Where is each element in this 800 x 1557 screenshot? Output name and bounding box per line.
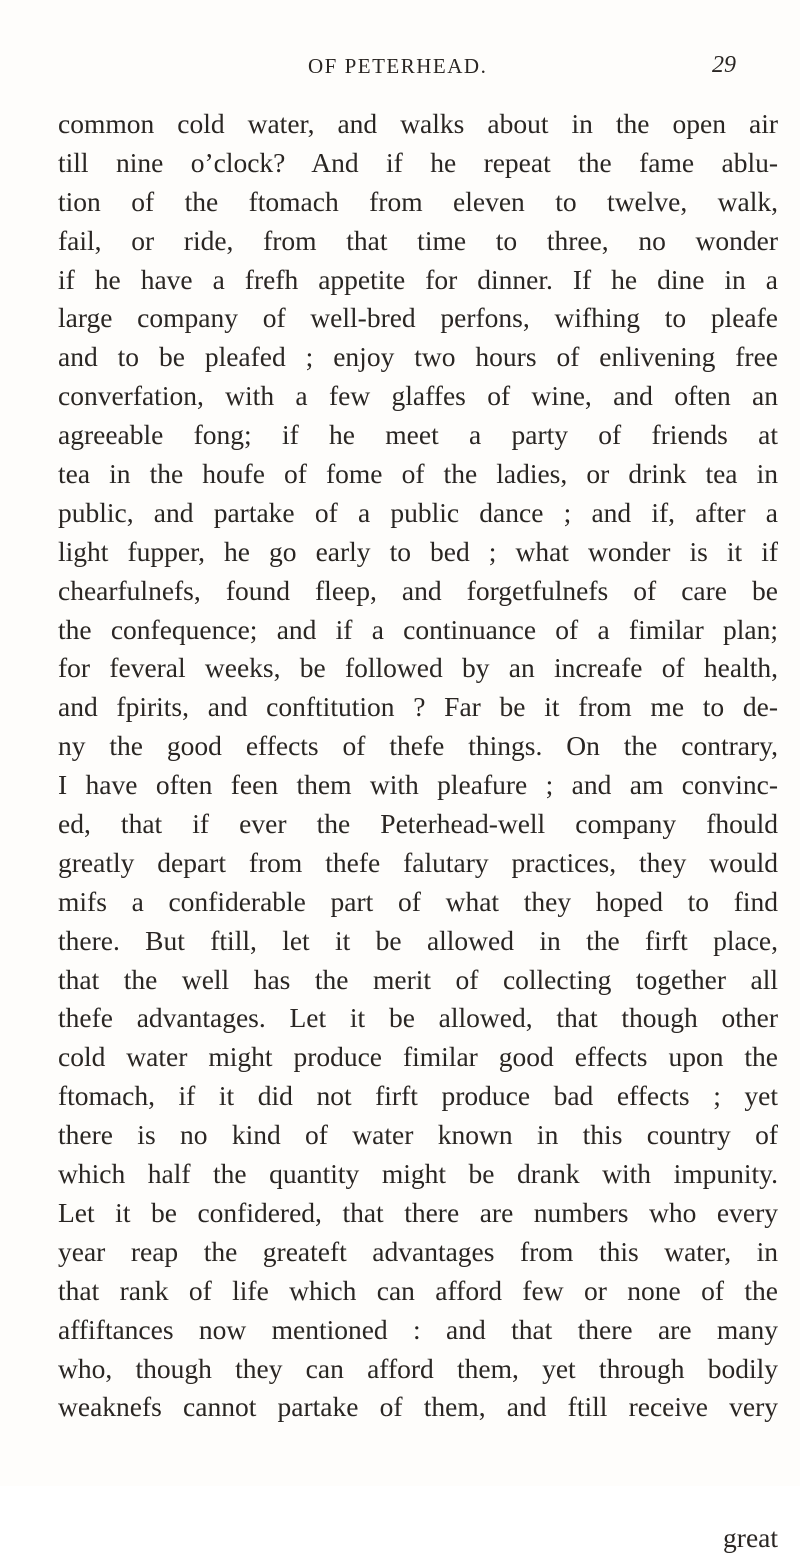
text-line: which half the quantity might be drank with impunity. xyxy=(58,1158,778,1190)
text-line: chearfulnefs, found fleep, and forgetfulnefs of care be xyxy=(58,574,778,606)
text-line: thefe advantages. Let it be allowed, that though other xyxy=(58,1002,778,1034)
catchword: great xyxy=(723,1522,778,1553)
text-line: that the well has the merit of collecting together all xyxy=(58,963,778,995)
text-line: who, though they can afford them, yet through bodily xyxy=(58,1352,778,1384)
body-text xyxy=(58,105,778,1553)
text-line: if he have a frefh appetite for dinner. If he dine in a xyxy=(58,263,778,295)
text-line: I have often feen them with pleafure ; and am convinc- xyxy=(58,769,778,801)
running-head xyxy=(0,52,800,92)
text-line: for feveral weeks, be followed by an increafe of health, xyxy=(58,652,778,684)
text-line: and to be pleafed ; enjoy two hours of enlivening free xyxy=(58,341,778,373)
text-line: large company of well-bred perfons, wifhing to pleafe xyxy=(58,302,778,334)
text-line: public, and partake of a public dance ; and if, after a xyxy=(58,496,778,528)
text-line: agreeable fong; if he meet a party of friends at xyxy=(58,419,778,451)
text-line: common cold water, and walks about in the open air xyxy=(58,108,778,139)
text-line: ny the good effects of thefe things. On the contrary, xyxy=(58,730,778,762)
text-line: till nine o’clock? And if he repeat the fame ablu- xyxy=(58,146,778,178)
text-line: ftomach, if it did not firft produce bad effects ; yet xyxy=(58,1080,778,1112)
running-title: OF PETERHEAD. xyxy=(308,54,488,78)
text-line: affiftances now mentioned : and that there are many xyxy=(58,1313,778,1345)
text-line: weaknefs cannot partake of them, and ftill receive very xyxy=(58,1391,778,1423)
text-line: light fupper, he go early to bed ; what wonder is it if xyxy=(58,535,778,567)
text-line: fail, or ride, from that time to three, no wonder xyxy=(58,224,778,256)
text-line: converfation, with a few glaffes of wine, and often an xyxy=(58,380,778,412)
text-line: and fpirits, and conftitution ? Far be it from me to de- xyxy=(58,691,778,723)
text-line: greatly depart from thefe falutary practices, they would xyxy=(58,846,778,878)
text-line: there is no kind of water known in this country of xyxy=(58,1119,778,1151)
text-line: cold water might produce fimilar good effects upon the xyxy=(58,1041,778,1073)
text-line: the confequence; and if a continuance of a fimilar plan; xyxy=(58,613,778,645)
page-number: 29 xyxy=(712,52,736,78)
text-line: year reap the greateft advantages from this water, in xyxy=(58,1235,778,1267)
text-line: ed, that if ever the Peterhead-well company fhould xyxy=(58,808,778,840)
text-line: mifs a confiderable part of what they hoped to find xyxy=(58,885,778,917)
text-line: Let it be confidered, that there are numbers who every xyxy=(58,1196,778,1228)
text-line: tion of the ftomach from eleven to twelve, walk, xyxy=(58,185,778,217)
text-line: tea in the houfe of fome of the ladies, or drink tea in xyxy=(58,458,778,490)
text-line: that rank of life which can afford few or none of the xyxy=(58,1274,778,1306)
text-line: there. But ftill, let it be allowed in the firft place, xyxy=(58,924,778,956)
